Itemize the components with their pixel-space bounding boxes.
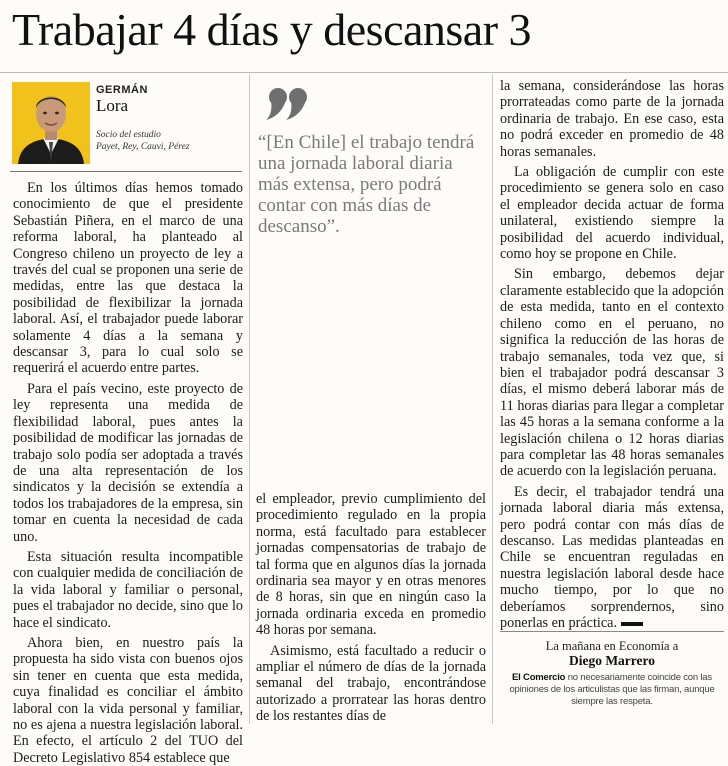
paragraph: Esta situación resulta incompatible con cualquier medida de conciliación de la vida laboral y familiar o personal, pues el trabajador no decide, sino que lo hace el sindicato. <box>13 548 243 631</box>
author-last-name: Lora <box>96 96 129 115</box>
paragraph: la semana, considerándose las horas prorrateadas como parte de la jornada ordinaria de trabajo. En ese caso, esta no podrá exceder en promedio de 48 horas semanales. <box>500 78 724 160</box>
paragraph <box>500 484 724 632</box>
author-role-line2: Payet, Rey, Cauvi, Pérez <box>96 142 190 152</box>
pull-quote: “[En Chile] el trabajo tendrá una jornada laboral diaria más extensa, pero podrá contar con más días de descanso”. <box>258 132 475 237</box>
article-headline: Trabajar 4 días y descansar 3 <box>12 4 532 55</box>
paragraph: Ahora bien, en nuestro país la propuesta ha sido vista con buenos ojos sin tener en cuenta que esta medida, cuya finalidad es conciliar el ámbito laboral con la vida personal y familiar, no es ajena a nuestra legislación laboral. En efecto, el artículo 2 del TUO del Decreto Legislativo 854 establece que <box>13 634 243 766</box>
author-role <box>96 129 242 153</box>
footer-divider <box>500 631 724 632</box>
author-first-name: GERMÁN <box>96 84 148 96</box>
end-of-article-mark <box>621 622 643 626</box>
last-paragraph-text: Es decir, el trabajador tendrá una jornada laboral diaria más extensa, pero podrá contar con más días de descanso. Las medidas planteadas en Chile se encuentran reguladas en nuestra legislación laboral desde hace mucho tiempo, por lo que no deberíamos sorprendernos, sino ponerlas en práctica. <box>500 483 724 631</box>
author-portrait-icon <box>12 82 90 164</box>
publisher-name: El Comercio <box>512 672 566 683</box>
paragraph: Para el país vecino, este proyecto de ley representa una medida de flexibilidad laboral, pues antes la posibilidad de modificar las jornadas de trabajo solo podía ser adoptada a través de una alta representación de los sindicatos y la decisión se extendía a todos los trabajadores de la empresa, sin tomar en cuenta la necesidad de cada uno. <box>13 380 243 545</box>
paragraph: Sin embargo, debemos dejar claramente establecido que la adopción de esta medida, tanto en el contexto chileno como en el peruano, no significa la reducción de las horas de trabajo semanales, toda vez que, si bien el trabajador podrá descansar 3 días, el mismo deberá laborar más de 11 horas diarias para llegar a completar las 45 horas a la semana conforme a la legislación chilena o 12 horas diarias para completar las 48 horas semanales de acuerdo con la legislación peruana. <box>500 266 724 480</box>
header-divider <box>0 72 728 73</box>
column-divider-1 <box>249 74 250 724</box>
body-column-2 <box>256 491 486 724</box>
tomorrow-notice: La mañana en Economía a <box>545 639 679 653</box>
tomorrow-author: Diego Marrero <box>568 653 656 668</box>
column-divider-2 <box>492 74 493 724</box>
author-role-line1: Socio del estudio <box>96 130 161 140</box>
paragraph: el empleador, previo cumplimiento del procedimiento regulado en la propia norma, está facultado para establecer jornadas compensatorias de trabajo de tal forma que en algunos días la jornada ordinaria sea mayor y en otras menores de 8 horas, sin que en ningún caso la jornada ordinaria exceda en promedio 48 horas por semana. <box>256 491 486 639</box>
disclaimer-text: no necesariamente coincide con las opiniones de los articulistas que las firman, aunque siempre las respeta. <box>509 672 715 707</box>
body-column-3 <box>500 78 724 631</box>
disclaimer <box>500 672 724 708</box>
author-photo <box>12 82 90 164</box>
quote-marks-icon <box>267 86 311 122</box>
paragraph: La obligación de cumplir con este procedimiento se genera solo en caso el empleador decida actuar de forma unilateral, existiendo siempre la posibilidad del acuerdo individual, como hoy se propone en Chile. <box>500 164 724 263</box>
author-info <box>96 84 242 153</box>
body-column-1 <box>13 180 243 766</box>
paragraph: Asimismo, está facultado a reducir o ampliar el número de días de la jornada semanal del trabajo, encontrándose autorizado a prorratear las horas dentro de los restantes días de <box>256 642 486 725</box>
author-box <box>10 80 242 164</box>
author-divider <box>10 171 242 172</box>
paragraph: En los últimos días hemos tomado conocimiento de que el presidente Sebastián Piñera, en el marco de una reforma laboral, ha planteado al Congreso chileno un proyecto de ley a través del cual se proponen una serie de medidas, entre las que destaca la posibilidad de flexibilizar la jornada laboral. Así, el trabajador puede laborar solamente 4 días a la semana y descansar 3, para lo cual solo se requerirá el acuerdo entre partes. <box>13 180 243 377</box>
